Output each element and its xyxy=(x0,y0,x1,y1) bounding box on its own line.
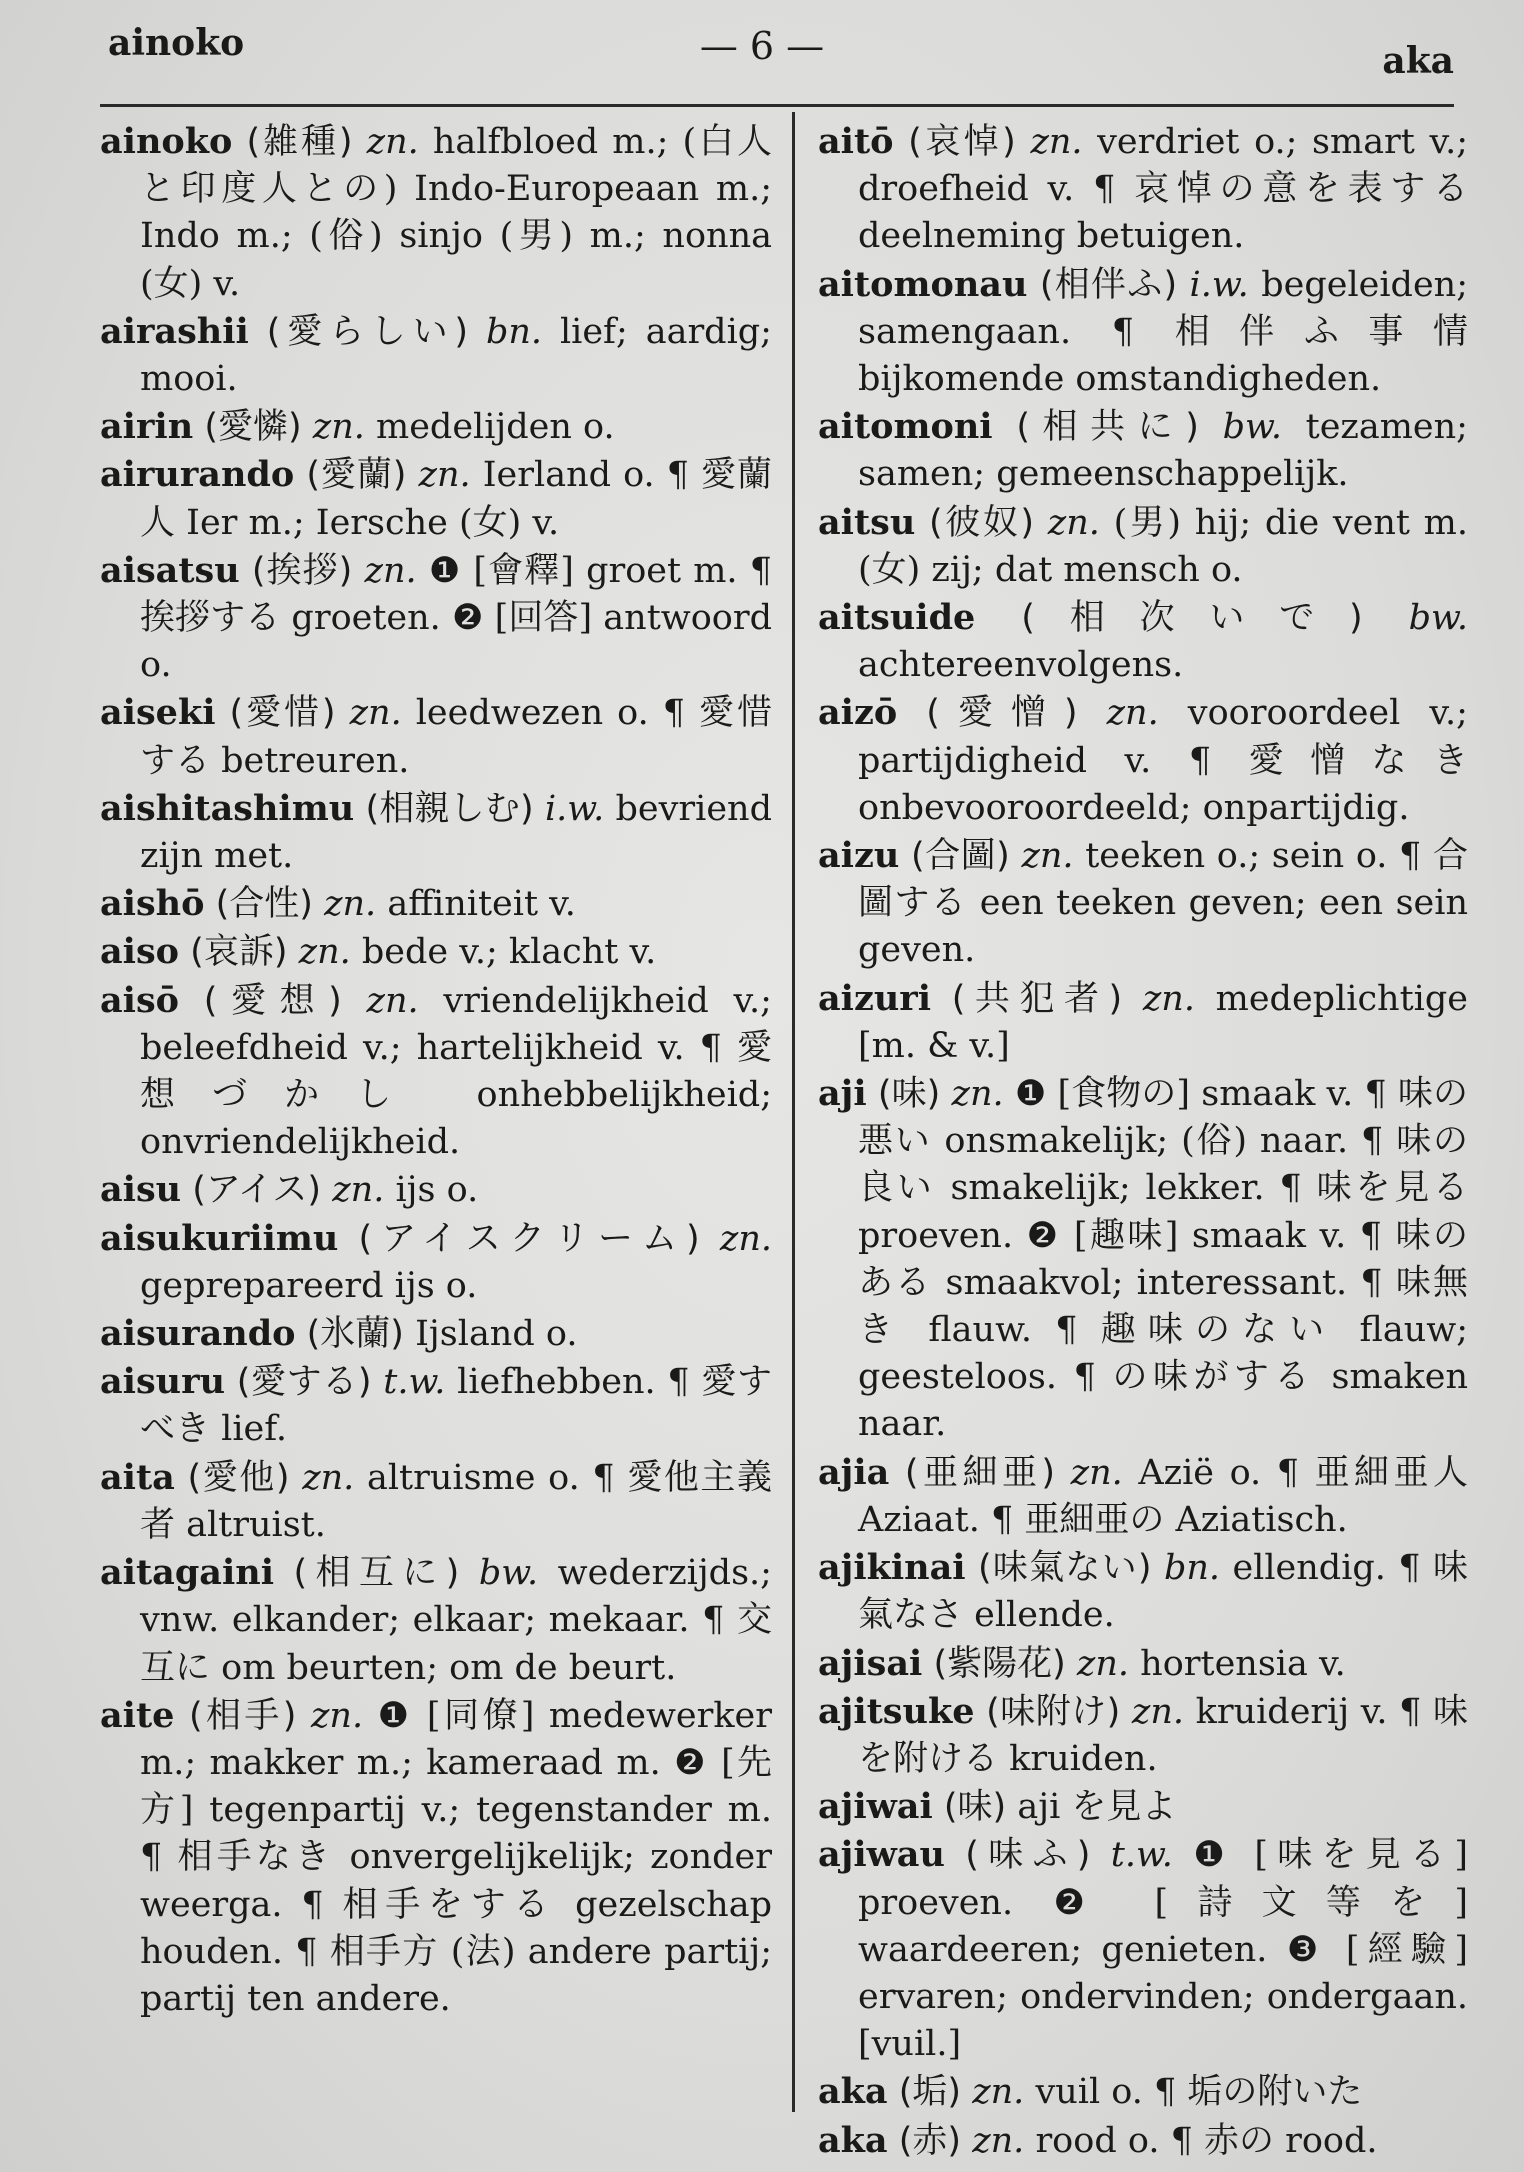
entry-headword: aisurando xyxy=(100,1313,296,1355)
entry-kanji: (相互に) xyxy=(293,1553,460,1594)
entry-definition: vooroordeel v.; partijdigheid v. ¶ 愛憎なき onbevooroordeeld; onpartijdig. xyxy=(858,693,1468,828)
dictionary-entry xyxy=(100,547,772,690)
entry-grammar-label: zn. xyxy=(310,1695,364,1736)
dictionary-entry xyxy=(818,1544,1468,1639)
dictionary-entry xyxy=(818,403,1468,498)
entry-definition: ❶ [同僚] medewerker m.; makker m.; kameraad m. ❷ [先方] tegenpartij v.; tegenstander m. ¶ 相手なき onvergelijkelijk; zonder weerga. ¶ 相手をする gezelschap houden. ¶ 相手方 (法) andere partij; partij ten andere. xyxy=(140,1695,772,2019)
dictionary-entry xyxy=(818,1688,1468,1783)
entry-grammar-label: zn. xyxy=(1030,122,1083,162)
entry-definition: Ijsland o. xyxy=(415,1314,578,1355)
entry-headword: airashii xyxy=(100,310,249,352)
entry-headword: aka xyxy=(818,2119,888,2161)
entry-kanji: (愛蘭) xyxy=(306,455,407,496)
entry-kanji: (愛憐) xyxy=(204,407,302,448)
page-number: — 6 — xyxy=(699,24,825,68)
entry-kanji: (味) xyxy=(943,1787,1007,1828)
entry-headword: ajiwau xyxy=(818,1834,945,1876)
entry-kanji: (相次いで) xyxy=(1021,598,1363,639)
entry-grammar-label: zn. xyxy=(366,980,419,1021)
dictionary-entry xyxy=(818,118,1468,261)
entry-definition: medelijden o. xyxy=(376,407,615,448)
entry-kanji: (味) xyxy=(877,1074,941,1115)
entry-headword: aizuri xyxy=(818,977,932,1019)
entry-definition: (男) hij; die vent m. (女) zij; dat mensch o. xyxy=(858,502,1468,590)
entry-definition: Azië o. ¶ 亜細亜人 Aziaat. ¶ 亜細亜の Aziatisch. xyxy=(858,1452,1468,1540)
entry-grammar-label: zn. xyxy=(302,1457,355,1498)
entry-definition: ❶ [食物の] smaak v. ¶ 味の悪い onsmakelijk; (俗) naar. ¶ 味の良い smakelijk; lekker. ¶ 味を見る proeven. ❷ [趣味] smaak v. ¶ 味のある smaakvol; interessant. ¶ 味無き flauw. ¶ 趣味のない flauw; geesteloos. ¶ の味がする smaken naar. xyxy=(858,1074,1468,1445)
dictionary-entry xyxy=(818,832,1468,975)
entry-grammar-label: zn. xyxy=(332,1170,385,1211)
entry-grammar-label: zn. xyxy=(1106,693,1159,734)
entry-headword: aiso xyxy=(100,931,180,973)
entry-kanji: (味氣ない) xyxy=(978,1548,1152,1589)
entry-headword: aitagaini xyxy=(100,1552,275,1594)
entry-kanji: (氷蘭) xyxy=(306,1314,404,1355)
entry-kanji: (味ふ) xyxy=(965,1835,1091,1876)
entry-grammar-label: t.w. xyxy=(1110,1835,1173,1876)
entry-kanji: (愛らしい) xyxy=(266,311,469,352)
entry-headword: aka xyxy=(818,2071,888,2113)
entry-kanji: (彼奴) xyxy=(929,502,1035,543)
entry-grammar-label: zn. xyxy=(364,550,417,591)
dictionary-entry xyxy=(818,261,1468,404)
entry-definition: leedwezen o. ¶ 愛惜する betreuren. xyxy=(140,693,772,781)
entry-grammar-label: zn. xyxy=(719,1218,772,1259)
entry-kanji: (相手) xyxy=(188,1695,297,1736)
entry-kanji: (愛惜) xyxy=(229,693,336,734)
entry-grammar-label: zn. xyxy=(418,455,471,496)
entry-grammar-label: zn. xyxy=(349,693,402,734)
entry-headword: aite xyxy=(100,1694,175,1736)
entry-grammar-label: zn. xyxy=(1142,978,1195,1019)
entry-definition: bevriend zijn met. xyxy=(140,788,772,877)
entry-definition: altruisme o. ¶ 愛他主義者 altruist. xyxy=(140,1457,772,1545)
entry-definition: ❶ [會釋] groet m. ¶ 挨拶する groeten. ❷ [回答] antwoord o. xyxy=(140,550,772,686)
entry-definition: ijs o. xyxy=(395,1170,479,1211)
dictionary-entry xyxy=(818,594,1468,689)
entry-grammar-label: bw. xyxy=(478,1553,539,1594)
entry-definition: hortensia v. xyxy=(1140,1643,1346,1684)
entry-grammar-label: zn. xyxy=(1047,502,1100,543)
entry-definition: aji を見よ xyxy=(1017,1787,1177,1828)
entry-grammar-label: zn. xyxy=(1021,836,1074,877)
dictionary-entry xyxy=(100,451,772,546)
dictionary-entry xyxy=(100,785,772,880)
entry-grammar-label: zn. xyxy=(1070,1452,1123,1493)
column-divider xyxy=(792,112,795,2112)
left-column xyxy=(100,118,772,2023)
entry-definition: wederzijds.; vnw. elkander; elkaar; mekaar. ¶ 交互に om beurten; om de beurt. xyxy=(140,1553,772,1688)
entry-definition: liefhebben. ¶ 愛すべき lief. xyxy=(140,1362,772,1450)
entry-grammar-label: t.w. xyxy=(383,1362,446,1403)
entry-headword: ajikinai xyxy=(818,1547,966,1589)
dictionary-entry xyxy=(100,308,772,403)
entry-headword: aishitashimu xyxy=(100,787,355,829)
entry-grammar-label: zn. xyxy=(324,884,377,925)
entry-kanji: (愛想) xyxy=(203,980,342,1021)
dictionary-entry xyxy=(100,928,772,976)
dictionary-entry xyxy=(818,499,1468,594)
entry-headword: ajisai xyxy=(818,1642,923,1684)
entry-kanji: (亜細亜) xyxy=(904,1452,1056,1493)
entry-kanji: (共犯者) xyxy=(951,978,1123,1019)
entry-kanji: (アイスクリーム) xyxy=(358,1218,700,1259)
entry-grammar-label: zn. xyxy=(312,407,365,448)
dictionary-entry xyxy=(100,1549,772,1692)
entry-headword: aitomonau xyxy=(818,263,1028,305)
entry-kanji: (哀訴) xyxy=(190,932,288,973)
entry-definition: tezamen; samen; gemeenschappelijk. xyxy=(858,407,1468,495)
entry-headword: aitomoni xyxy=(818,406,993,448)
dictionary-entry xyxy=(100,1454,772,1549)
entry-definition: halfbloed m.; (白人と印度人との) Indo-Europeaan m.; Indo m.; (俗) sinjo (男) m.; nonna (女) v. xyxy=(140,122,772,304)
entry-kanji: (赤) xyxy=(898,2120,962,2161)
header-left-guide-word: ainoko xyxy=(108,22,245,64)
entry-kanji: (愛する) xyxy=(236,1362,372,1403)
entry-headword: airin xyxy=(100,406,194,448)
entry-grammar-label: i.w. xyxy=(1189,264,1249,305)
dictionary-entry xyxy=(818,1640,1468,1688)
entry-headword: ajitsuke xyxy=(818,1690,975,1732)
entry-grammar-label: zn. xyxy=(366,122,419,162)
entry-kanji: (相共に) xyxy=(1016,407,1199,448)
dictionary-entry xyxy=(818,975,1468,1070)
dictionary-entry xyxy=(100,118,772,308)
dictionary-entry xyxy=(818,1070,1468,1449)
dictionary-entry xyxy=(100,1166,772,1214)
entry-grammar-label: bw. xyxy=(1222,407,1282,448)
dictionary-entry xyxy=(818,2068,1468,2116)
entry-headword: aitō xyxy=(818,121,894,162)
entry-kanji: (垢) xyxy=(898,2072,962,2113)
entry-definition: bede v.; klacht v. xyxy=(361,932,657,973)
entry-definition: kruiderij v. ¶ 味を附ける kruiden. xyxy=(858,1691,1468,1779)
entry-headword: aizō xyxy=(818,692,898,734)
dictionary-entry xyxy=(100,403,772,451)
header-rule xyxy=(100,104,1454,107)
entry-definition: ❶ [味を見る] proeven. ❷ [詩文等を] waardeeren; genieten. ❸ [經驗] ervaren; ondervinden; ondergaan. [vuil.] xyxy=(858,1835,1468,2065)
entry-kanji: (相伴ふ) xyxy=(1039,264,1178,305)
entry-headword: aiseki xyxy=(100,692,216,734)
dictionary-entry xyxy=(100,1358,772,1453)
entry-definition: lief; aardig; mooi. xyxy=(140,311,772,400)
right-column xyxy=(818,118,1468,2165)
entry-kanji: (味附け) xyxy=(986,1691,1121,1732)
entry-kanji: (アイス) xyxy=(192,1170,322,1211)
entry-grammar-label: zn. xyxy=(298,932,351,973)
dictionary-entry xyxy=(818,689,1468,832)
entry-headword: aita xyxy=(100,1456,175,1498)
entry-kanji: (相親しむ) xyxy=(365,788,534,829)
entry-headword: aitsu xyxy=(818,501,916,543)
dictionary-entry xyxy=(100,689,772,784)
entry-definition: vuil o. ¶ 垢の附いた xyxy=(1035,2072,1363,2113)
entry-headword: aisō xyxy=(100,979,180,1021)
entry-headword: ajia xyxy=(818,1451,890,1493)
entry-headword: airurando xyxy=(100,454,295,496)
entry-headword: aji xyxy=(818,1073,867,1115)
entry-headword: ainoko xyxy=(100,121,233,162)
entry-kanji: (愛憎) xyxy=(926,693,1078,734)
entry-headword: aisuru xyxy=(100,1361,226,1403)
dictionary-entry xyxy=(100,880,772,928)
entry-grammar-label: bn. xyxy=(485,311,543,352)
entry-definition: medeplichtige [m. & v.] xyxy=(858,978,1468,1066)
header-right-guide-word: aka xyxy=(1382,40,1454,82)
entry-kanji: (合圖) xyxy=(910,836,1010,877)
entry-definition: ellendig. ¶ 味氣なさ ellende. xyxy=(858,1548,1468,1636)
entry-headword: aizu xyxy=(818,835,900,877)
entry-grammar-label: zn. xyxy=(972,2072,1025,2113)
dictionary-entry xyxy=(100,1215,772,1310)
entry-grammar-label: zn. xyxy=(1131,1691,1185,1732)
dictionary-entry xyxy=(818,1783,1468,1831)
entry-grammar-label: zn. xyxy=(1076,1643,1130,1684)
entry-kanji: (愛他) xyxy=(187,1457,290,1498)
entry-definition: Ierland o. ¶ 愛蘭人 Ier m.; Iersche (女) v. xyxy=(140,455,772,543)
entry-headword: aisatsu xyxy=(100,549,240,591)
entry-grammar-label: zn. xyxy=(951,1074,1004,1115)
entry-kanji: (雑種) xyxy=(246,122,353,162)
entry-kanji: (挨拶) xyxy=(251,550,353,591)
entry-definition: achtereenvolgens. xyxy=(858,645,1184,686)
dictionary-entry xyxy=(818,1449,1468,1544)
entry-grammar-label: bn. xyxy=(1163,1548,1221,1589)
entry-kanji: (哀悼) xyxy=(908,122,1016,162)
entry-headword: aisukuriimu xyxy=(100,1217,339,1259)
entry-definition: geprepareerd ijs o. xyxy=(140,1265,478,1306)
entry-grammar-label: i.w. xyxy=(544,788,605,829)
entry-headword: ajiwai xyxy=(818,1786,933,1828)
entry-definition: teeken o.; sein o. ¶ 合圖する een teeken geven; een sein geven. xyxy=(858,836,1468,971)
dictionary-entry xyxy=(100,1310,772,1358)
entry-definition: begeleiden; samengaan. ¶ 相伴ふ事情 bijkomende omstandigheden. xyxy=(858,264,1468,400)
dictionary-entry xyxy=(100,977,772,1167)
entry-kanji: (紫陽花) xyxy=(933,1643,1066,1684)
entry-grammar-label: zn. xyxy=(972,2120,1025,2161)
entry-kanji: (合性) xyxy=(215,884,313,925)
dictionary-entry xyxy=(818,2117,1468,2165)
entry-grammar-label: bw. xyxy=(1408,598,1468,639)
entry-definition: rood o. ¶ 赤の rood. xyxy=(1035,2120,1378,2161)
entry-definition: verdriet o.; smart v.; droefheid v. ¶ 哀悼の意を表する deelneming betuigen. xyxy=(858,122,1468,257)
entry-headword: aitsuide xyxy=(818,597,976,639)
entry-headword: aisu xyxy=(100,1169,182,1211)
dictionary-entry xyxy=(100,1692,772,2023)
entry-headword: aishō xyxy=(100,883,205,925)
dictionary-entry xyxy=(818,1831,1468,2068)
entry-definition: affiniteit v. xyxy=(387,884,576,925)
entry-definition: vriendelijkheid v.; beleefdheid v.; hartelijkheid v. ¶ 愛想づかし onhebbelijkheid; onvriendelijkheid. xyxy=(140,980,772,1163)
